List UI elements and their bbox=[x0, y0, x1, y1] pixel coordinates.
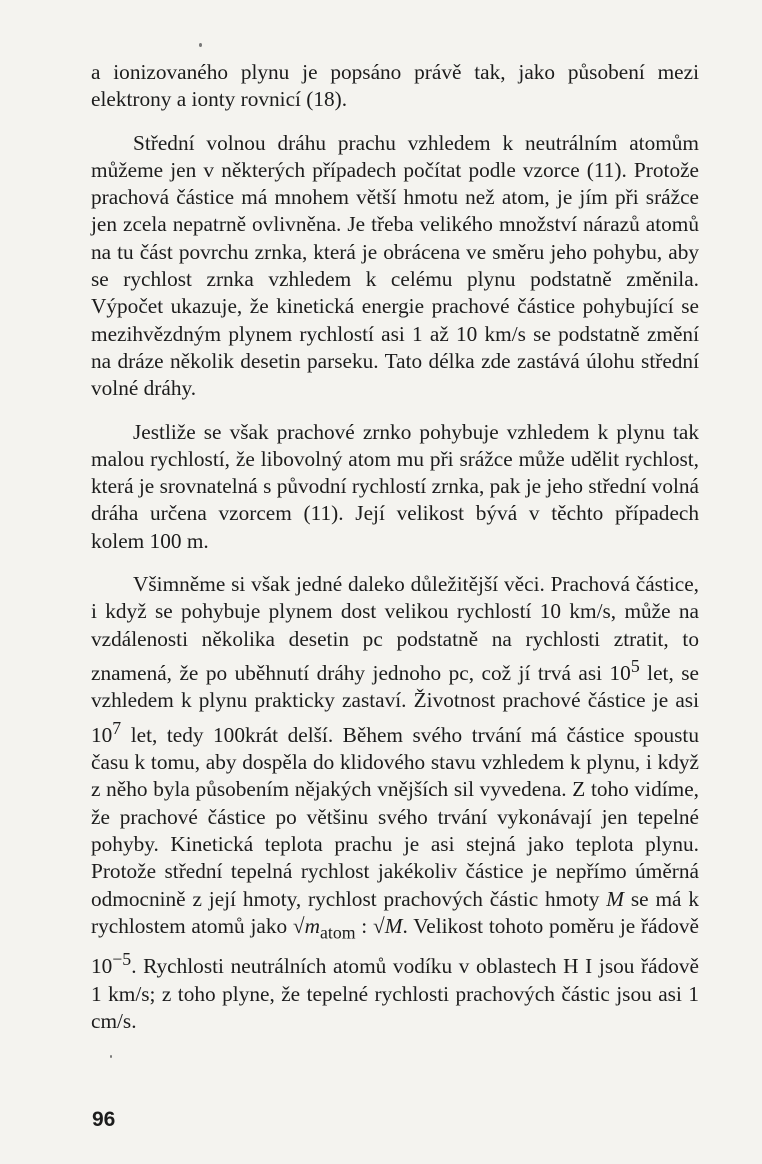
text-run: . Velikost tohoto poměru je řádově 10 bbox=[91, 913, 699, 979]
sqrt-sign: √ bbox=[292, 913, 305, 938]
text-run: . Rychlosti neutrálních atomů vodíku v oblastech H I jsou řádově 1 km/s; z toho plyne, že tepelné rychlosti prachových částic jsou asi 1 cm/s. bbox=[91, 954, 699, 1034]
text-run: let, se vzhledem k plynu prakticky zastaví. Životnost prachové částice je asi 10 bbox=[91, 661, 700, 747]
variable: M bbox=[384, 913, 403, 938]
text-run: se má k rychlostem atomů jako bbox=[91, 886, 699, 938]
print-speck bbox=[110, 1055, 112, 1058]
text-run: : bbox=[355, 913, 374, 938]
paragraph bbox=[91, 571, 699, 1035]
exponent: −5 bbox=[112, 949, 132, 970]
text-run: let, tedy 100krát delší. Během svého trvání má částice spoustu času k tomu, aby dospěla do klidového stavu vzhledem k plynu, i když z něho byla působením nějakých vnějších sil vyvedena. Z toho vidíme, že prachové částice po většinu svého trvání vykonávají jen tepelné pohyby. Kinetická teplota prachu je asi stejná jako teplota plynu. Protože střední tepelná rychlost jakékoliv částice je nepřímo úměrná odmocnině z její hmoty, rychlost prachových částic hmoty bbox=[91, 722, 699, 911]
paragraph: Jestliže se však prachové zrnko pohybuje vzhledem k plynu tak malou rychlostí, že libovolný atom mu při srážce může udělit rychlost, která je srovnatelná s původní rychlostí zrnka, pak je jeho střední volná dráha určena vzorcem (11). Její velikost bývá v těchto případech kolem 100 m. bbox=[91, 419, 699, 553]
subscript: atom bbox=[320, 922, 356, 943]
text-run: Všimněme si však jedné daleko důležitější věci. Prachová částice, i když se pohybuje plynem dost velikou rychlostí 10 km/s, může na vzdálenosti několika desetin pc podstatně na rychlosti ztratit, to znamená, že po uběhnutí dráhy jednoho pc, což jí trvá asi 10 bbox=[91, 572, 699, 686]
paragraph: a ionizovaného plynu je popsáno právě tak, jako působení mezi elektrony a ionty rovnicí (18). bbox=[91, 60, 699, 112]
body-text bbox=[91, 59, 699, 1035]
sqrt-sign: √ bbox=[373, 913, 385, 938]
variable: m bbox=[304, 913, 321, 938]
print-speck bbox=[199, 43, 202, 47]
paragraph: Střední volnou dráhu prachu vzhledem k neutrálním atomům můžeme jen v některých případech počítat podle vzorce (11). Protože prachová částice má mnohem větší hmotu než atom, je jím při srážce jen zcela nepatrně ovlivněna. Je třeba velikého množství nárazů atomů na tu část povrchu zrnka, která je obrácena ve směru jeho pohybu, aby se rychlost zrnka vzhledem k celému plynu podstatně změnila. Výpočet ukazuje, že kinetická energie prachové částice pohybující se mezihvězdným plynem rychlostí asi 1 až 10 km/s se podstatně změní na dráze několik desetin parseku. Tato délka zde zastává úlohu střední volné dráhy. bbox=[91, 130, 699, 401]
exponent: 7 bbox=[112, 717, 122, 738]
exponent: 5 bbox=[630, 655, 640, 676]
page-number: 96 bbox=[92, 1108, 116, 1131]
variable: M bbox=[606, 886, 625, 911]
